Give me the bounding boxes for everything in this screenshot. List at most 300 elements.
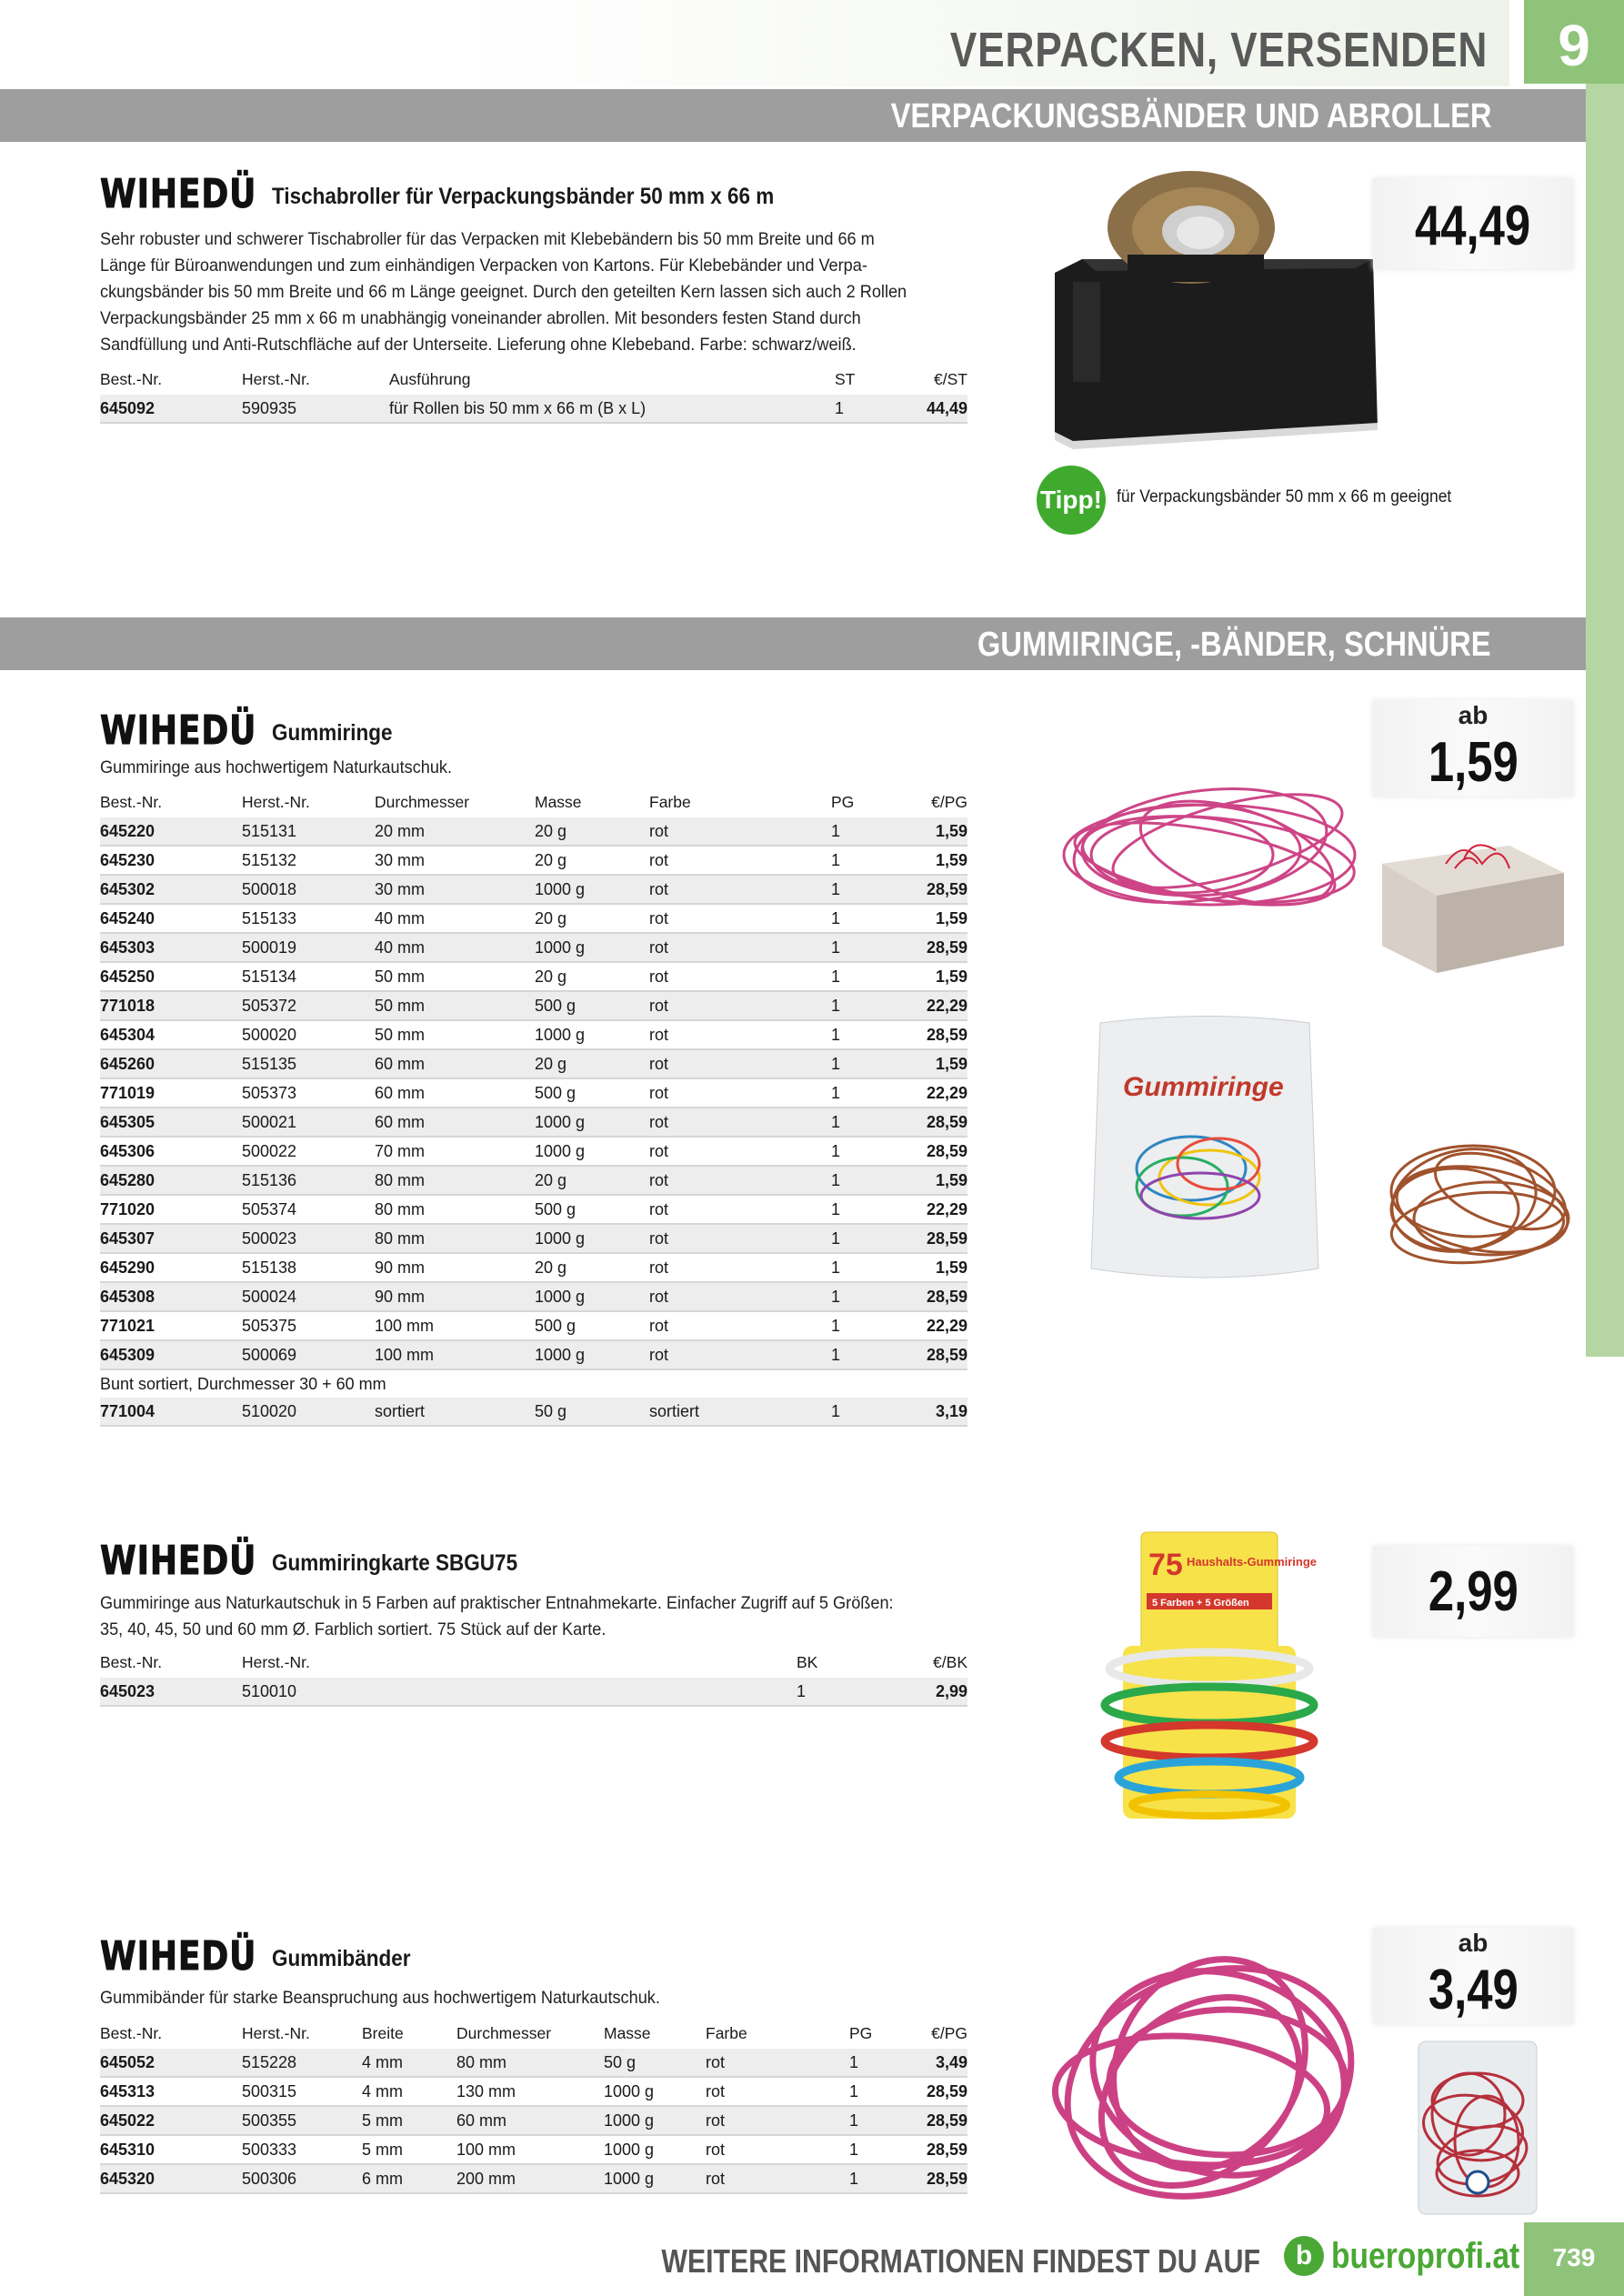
quantity: 1 [831, 1049, 900, 1078]
description-line: Sandfüllung und Anti-Rutschfläche auf der Unterseite. Lieferung ohne Klebeband. Farbe: schwarz/weiß. [100, 335, 857, 355]
mass: 500 g [535, 1311, 649, 1340]
quantity: 1 [831, 817, 900, 846]
diameter: 70 mm [375, 1137, 535, 1166]
color: rot [649, 1166, 831, 1195]
product-heading [100, 1933, 426, 1980]
mass: 1000 g [535, 933, 649, 962]
box-with-rings-image [1373, 809, 1573, 982]
table-row[interactable] [100, 1078, 967, 1108]
table-row[interactable] [100, 1137, 967, 1166]
article-number[interactable]: 771020 [100, 1195, 242, 1224]
diameter: 200 mm [456, 2164, 604, 2193]
table-row[interactable] [100, 846, 967, 875]
mass: 20 g [535, 962, 649, 991]
width: 6 mm [362, 2164, 456, 2193]
width: 5 mm [362, 2135, 456, 2164]
section-bar-verpackungsbaender [0, 89, 1586, 142]
price: 22,29 [900, 1195, 967, 1224]
manufacturer-number: 500021 [242, 1108, 375, 1137]
table-row[interactable] [100, 2077, 967, 2106]
manufacturer-number: 500019 [242, 933, 375, 962]
price: 28,59 [904, 2135, 967, 2164]
column-header: €/ST [934, 369, 967, 388]
price: 1,59 [900, 904, 967, 933]
description-line: Verpackungsbänder 25 mm x 66 m unabhängig voneinander abrollen. Mit besonders festen Stand durch [100, 308, 861, 328]
column-header: €/PG [931, 792, 967, 811]
column-header: PG [849, 2023, 873, 2042]
color: sortiert [649, 1398, 831, 1426]
color: rot [706, 2077, 849, 2106]
article-number[interactable]: 645306 [100, 1137, 242, 1166]
price-value: 1,59 [1428, 731, 1519, 794]
article-number[interactable]: 645260 [100, 1049, 242, 1078]
article-number[interactable]: 645230 [100, 846, 242, 875]
article-number[interactable]: 771004 [100, 1398, 242, 1426]
color: rot [649, 1020, 831, 1049]
table-row[interactable] [100, 1282, 967, 1311]
quantity: 1 [831, 1137, 900, 1166]
table-row[interactable] [100, 1398, 967, 1426]
product-heading [100, 171, 829, 217]
mass: 1000 g [535, 1282, 649, 1311]
card-label-subtitle: 5 Farben + 5 Größen [1152, 1598, 1249, 1609]
color: rot [649, 1137, 831, 1166]
manufacturer-number: 505373 [242, 1078, 375, 1108]
quantity: 1 [831, 962, 900, 991]
article-number[interactable]: 645220 [100, 817, 242, 846]
description-line: ckungsbänder bis 50 mm Breite und 66 m Länge geeignet. Durch den geteilten Kern lassen sich auch 2 Rollen [100, 282, 907, 302]
mass: 500 g [535, 1195, 649, 1224]
mass: 1000 g [535, 1137, 649, 1166]
pink-rubber-rings-image [1046, 755, 1382, 946]
price: 1,59 [900, 846, 967, 875]
quantity: 1 [831, 1311, 900, 1340]
column-header: Herst.-Nr. [242, 792, 310, 811]
article-number[interactable]: 645307 [100, 1224, 242, 1253]
article-number[interactable]: 771018 [100, 991, 242, 1020]
table-row[interactable] [100, 1049, 967, 1078]
column-header: Best.-Nr. [100, 1652, 163, 1671]
diameter: 40 mm [375, 904, 535, 933]
table-row[interactable] [100, 991, 967, 1020]
article-number[interactable]: 645280 [100, 1166, 242, 1195]
manufacturer-number: 505374 [242, 1195, 375, 1224]
price: 28,59 [904, 2077, 967, 2106]
product-description [100, 226, 912, 358]
quantity: 1 [831, 904, 900, 933]
price-value: 44,49 [1415, 195, 1531, 257]
quantity: 1 [831, 1195, 900, 1224]
article-number[interactable]: 645022 [100, 2106, 242, 2135]
mass: 1000 g [604, 2164, 706, 2193]
manufacturer-number: 515134 [242, 962, 375, 991]
mass: 20 g [535, 817, 649, 846]
diameter: 40 mm [375, 933, 535, 962]
column-header: BK [797, 1652, 818, 1671]
diameter: 50 mm [375, 991, 535, 1020]
price: 1,59 [900, 1166, 967, 1195]
width: 4 mm [362, 2077, 456, 2106]
article-number[interactable]: 771021 [100, 1311, 242, 1340]
article-number[interactable]: 645308 [100, 1282, 242, 1311]
manufacturer-number: 500024 [242, 1282, 375, 1311]
price-box [1373, 178, 1573, 269]
diameter: 100 mm [375, 1340, 535, 1369]
price: 28,59 [900, 875, 967, 904]
article-number[interactable]: 645290 [100, 1253, 242, 1282]
width: 5 mm [362, 2106, 456, 2135]
article-number[interactable]: 645303 [100, 933, 242, 962]
price: 1,59 [900, 962, 967, 991]
mass: 20 g [535, 1166, 649, 1195]
price-box [1373, 700, 1573, 797]
column-header: ST [835, 369, 856, 388]
price-box [1373, 1928, 1573, 2024]
diameter: 100 mm [375, 1311, 535, 1340]
color: rot [649, 1108, 831, 1137]
tape-dispenser-image [1046, 164, 1391, 455]
rubber-ring-card-image [1087, 1528, 1332, 1828]
quantity: 1 [849, 2049, 904, 2077]
mass: 1000 g [535, 1108, 649, 1137]
article-number[interactable]: 645320 [100, 2164, 242, 2193]
price: 28,59 [900, 1137, 967, 1166]
article-number[interactable]: 645309 [100, 1340, 242, 1369]
product-title: Gummiringe [271, 720, 393, 746]
diameter: 60 mm [375, 1078, 535, 1108]
quantity: 1 [831, 1108, 900, 1137]
card-label-title: Haushalts-Gummiringe [1187, 1555, 1318, 1569]
table-header [100, 367, 967, 395]
price: 22,29 [900, 1078, 967, 1108]
price-ab-label: ab [1458, 1929, 1489, 1957]
column-header: Breite [362, 2023, 404, 2042]
diameter: 50 mm [375, 1020, 535, 1049]
table-row[interactable] [100, 2049, 967, 2077]
column-header: Farbe [649, 792, 691, 811]
table-header [100, 790, 967, 817]
table-row[interactable] [100, 2164, 967, 2193]
diameter: 30 mm [375, 875, 535, 904]
quantity: 1 [831, 1020, 900, 1049]
product-title: Tischabroller für Verpackungsbänder 50 mm x 66 m [271, 184, 774, 209]
manufacturer-number: 500069 [242, 1340, 375, 1369]
diameter: 130 mm [456, 2077, 604, 2106]
table-row[interactable] [100, 904, 967, 933]
product-heading [100, 707, 406, 754]
table-row[interactable] [100, 1195, 967, 1224]
column-header: Best.-Nr. [100, 369, 163, 388]
price: 28,59 [900, 1282, 967, 1311]
manufacturer-number: 510010 [242, 1678, 797, 1706]
manufacturer-number: 515228 [242, 2049, 362, 2077]
table-row[interactable] [100, 1020, 967, 1049]
pink-rubber-bands-image [1046, 1937, 1382, 2237]
article-number[interactable]: 645302 [100, 875, 242, 904]
price-value: 2,99 [1428, 1560, 1519, 1623]
manufacturer-number: 500333 [242, 2135, 362, 2164]
color: rot [649, 817, 831, 846]
manufacturer-number: 590935 [242, 395, 389, 423]
manufacturer-number: 515138 [242, 1253, 375, 1282]
table-row[interactable] [100, 1224, 967, 1253]
article-number[interactable]: 645052 [100, 2049, 242, 2077]
chapter-title: VERPACKEN, VERSENDEN [949, 23, 1488, 77]
color: rot [706, 2135, 849, 2164]
price-ab-label: ab [1458, 701, 1489, 729]
mass: 1000 g [604, 2077, 706, 2106]
quantity: 1 [831, 1078, 900, 1108]
article-number[interactable]: 645310 [100, 2135, 242, 2164]
card-label-number: 75 [1148, 1548, 1183, 1582]
manufacturer-number: 515135 [242, 1049, 375, 1078]
mass: 20 g [535, 1049, 649, 1078]
manufacturer-number: 505372 [242, 991, 375, 1020]
manufacturer-number: 500023 [242, 1224, 375, 1253]
quantity: 1 [849, 2077, 904, 2106]
product-description [100, 1590, 912, 1643]
column-header: Herst.-Nr. [242, 2023, 310, 2042]
diameter: 80 mm [375, 1224, 535, 1253]
column-header: Herst.-Nr. [242, 1652, 310, 1671]
color: rot [649, 1253, 831, 1282]
table-row[interactable] [100, 817, 967, 846]
price: 44,49 [900, 395, 967, 423]
article-number[interactable]: 645305 [100, 1108, 242, 1137]
table-row[interactable] [100, 2135, 967, 2164]
width: 4 mm [362, 2049, 456, 2077]
quantity: 1 [835, 395, 900, 423]
manufacturer-number: 510020 [242, 1398, 375, 1426]
price: 3,49 [904, 2049, 967, 2077]
manufacturer-number: 505375 [242, 1311, 375, 1340]
price: 22,29 [900, 991, 967, 1020]
color: rot [649, 1078, 831, 1108]
price-value: 3,49 [1428, 1959, 1519, 2021]
column-header: Masse [604, 2023, 651, 2042]
quantity: 1 [831, 1340, 900, 1369]
product-table-gummiringkarte [100, 1650, 967, 1707]
mass: 500 g [535, 1078, 649, 1108]
table-row[interactable] [100, 933, 967, 962]
price-box [1373, 1546, 1573, 1637]
price: 28,59 [900, 1108, 967, 1137]
diameter: 80 mm [456, 2049, 604, 2077]
product-heading [100, 1538, 545, 1584]
color: rot [649, 991, 831, 1020]
manufacturer-number: 500018 [242, 875, 375, 904]
color: rot [649, 962, 831, 991]
manufacturer-number: 500022 [242, 1137, 375, 1166]
table-row[interactable] [100, 395, 967, 423]
table-row[interactable] [100, 1678, 967, 1706]
price: 1,59 [900, 817, 967, 846]
column-header: Durchmesser [456, 2023, 552, 2042]
table-row[interactable] [100, 875, 967, 904]
variant: für Rollen bis 50 mm x 66 m (B x L) [389, 395, 835, 423]
diameter: 90 mm [375, 1253, 535, 1282]
article-number[interactable]: 645250 [100, 962, 242, 991]
diameter: 100 mm [456, 2135, 604, 2164]
rubber-bands-bag-image [1409, 2037, 1546, 2219]
product-description: Gummiringe aus hochwertigem Naturkautschuk. [100, 757, 453, 777]
mass: 500 g [535, 991, 649, 1020]
table-row[interactable] [100, 962, 967, 991]
diameter: 20 mm [375, 817, 535, 846]
color: rot [649, 846, 831, 875]
quantity: 1 [849, 2106, 904, 2135]
price: 28,59 [904, 2106, 967, 2135]
product-table-tischabroller [100, 367, 967, 424]
quantity: 1 [831, 875, 900, 904]
article-number[interactable]: 771019 [100, 1078, 242, 1108]
color: rot [706, 2106, 849, 2135]
price: 1,59 [900, 1049, 967, 1078]
product-title: Gummibänder [271, 1946, 411, 1971]
table-note: Bunt sortiert, Durchmesser 30 + 60 mm [100, 1374, 386, 1393]
diameter: sortiert [375, 1398, 535, 1426]
bueroprofi-logo-icon[interactable]: b [1284, 2236, 1324, 2276]
price: 28,59 [900, 1340, 967, 1369]
column-header: €/PG [931, 2023, 967, 2042]
manufacturer-number: 500355 [242, 2106, 362, 2135]
column-header: Farbe [706, 2023, 747, 2042]
mass: 50 g [604, 2049, 706, 2077]
quantity: 1 [831, 846, 900, 875]
article-number[interactable]: 645092 [100, 395, 242, 423]
table-note-row [100, 1369, 967, 1398]
mass: 1000 g [535, 1020, 649, 1049]
price: 22,29 [900, 1311, 967, 1340]
table-header [100, 2021, 967, 2049]
color: rot [706, 2164, 849, 2193]
product-title: Gummiringkarte SBGU75 [271, 1550, 517, 1576]
description-line: Gummiringe aus Naturkautschuk in 5 Farben auf praktischer Entnahmekarte. Einfacher Zugriff auf 5 Größen: [100, 1593, 894, 1613]
chapter-side-strip [1586, 84, 1624, 1357]
table-row[interactable] [100, 1108, 967, 1137]
column-header: PG [831, 792, 855, 811]
manufacturer-number: 500020 [242, 1020, 375, 1049]
price: 28,59 [900, 933, 967, 962]
diameter: 90 mm [375, 1282, 535, 1311]
description-line: 35, 40, 45, 50 und 60 mm Ø. Farblich sortiert. 75 Stück auf der Karte. [100, 1619, 606, 1639]
color: rot [649, 1311, 831, 1340]
diameter: 60 mm [375, 1049, 535, 1078]
mass: 20 g [535, 846, 649, 875]
quantity: 1 [849, 2135, 904, 2164]
diameter: 60 mm [456, 2106, 604, 2135]
diameter: 30 mm [375, 846, 535, 875]
diameter: 80 mm [375, 1166, 535, 1195]
quantity: 1 [831, 1224, 900, 1253]
color: rot [649, 933, 831, 962]
color: rot [649, 904, 831, 933]
column-header: Masse [535, 792, 582, 811]
color: rot [649, 1195, 831, 1224]
chapter-number-tab[interactable]: 9 [1524, 0, 1624, 84]
table-row[interactable] [100, 1253, 967, 1282]
tipp-text: für Verpackungsbänder 50 mm x 66 m geeignet [1117, 487, 1452, 506]
price: 28,59 [900, 1224, 967, 1253]
manufacturer-number: 500306 [242, 2164, 362, 2193]
quantity: 1 [831, 1166, 900, 1195]
quantity: 1 [849, 2164, 904, 2193]
table-row[interactable] [100, 1166, 967, 1195]
article-number[interactable]: 645304 [100, 1020, 242, 1049]
color: rot [649, 1282, 831, 1311]
quantity: 1 [831, 1253, 900, 1282]
color: rot [649, 1224, 831, 1253]
tipp-badge: Tipp! [1037, 466, 1106, 535]
table-header [100, 1650, 967, 1678]
mass: 1000 g [535, 1224, 649, 1253]
manufacturer-number: 515136 [242, 1166, 375, 1195]
quantity: 1 [831, 1282, 900, 1311]
column-header: Durchmesser [375, 792, 470, 811]
product-table-gummibaender [100, 2021, 967, 2194]
mass: 1000 g [535, 1340, 649, 1369]
quantity: 1 [831, 991, 900, 1020]
color: rot [706, 2049, 849, 2077]
column-header: Best.-Nr. [100, 2023, 163, 2042]
quantity: 1 [797, 1678, 900, 1706]
column-header: €/BK [933, 1652, 967, 1671]
price: 2,99 [900, 1678, 967, 1706]
mass: 1000 g [604, 2106, 706, 2135]
brand-logo: WIHEDÜ [100, 171, 257, 217]
price: 28,59 [900, 1020, 967, 1049]
quantity: 1 [831, 1398, 900, 1426]
diameter: 50 mm [375, 962, 535, 991]
price: 1,59 [900, 1253, 967, 1282]
bag-label: Gummiringe [1123, 1072, 1284, 1102]
section-bar-gummiringe [0, 617, 1586, 670]
manufacturer-number: 515131 [242, 817, 375, 846]
description-line: Länge für Büroanwendungen und zum einhändigen Verpacken von Kartons. Für Klebebänder und Verpa- [100, 256, 867, 276]
mass: 50 g [535, 1398, 649, 1426]
manufacturer-number: 515132 [242, 846, 375, 875]
mass: 1000 g [535, 875, 649, 904]
table-row[interactable] [100, 1311, 967, 1340]
description-line: Sehr robuster und schwerer Tischabroller für das Verpacken mit Klebebändern bis 50 mm Breite und 66 m [100, 229, 875, 249]
column-header: Best.-Nr. [100, 792, 163, 811]
table-row[interactable] [100, 2106, 967, 2135]
manufacturer-number: 500315 [242, 2077, 362, 2106]
brand-logo: WIHEDÜ [100, 1933, 257, 1980]
diameter: 60 mm [375, 1108, 535, 1137]
brand-logo: WIHEDÜ [100, 707, 257, 754]
article-number[interactable]: 645313 [100, 2077, 242, 2106]
section-title: VERPACKUNGSBÄNDER UND ABROLLER [890, 97, 1491, 135]
article-number[interactable]: 645240 [100, 904, 242, 933]
manufacturer-number: 515133 [242, 904, 375, 933]
table-row[interactable] [100, 1340, 967, 1369]
mass: 1000 g [604, 2135, 706, 2164]
color: rot [649, 1340, 831, 1369]
section-title: GUMMIRINGE, -BÄNDER, SCHNÜRE [977, 626, 1491, 664]
column-header: Herst.-Nr. [242, 369, 310, 388]
article-number[interactable]: 645023 [100, 1678, 242, 1706]
product-description: Gummibänder für starke Beanspruchung aus hochwertigem Naturkautschuk. [100, 1988, 660, 2008]
brand-logo: WIHEDÜ [100, 1538, 257, 1584]
diameter: 80 mm [375, 1195, 535, 1224]
quantity: 1 [831, 933, 900, 962]
product-table-gummiringe [100, 790, 967, 1427]
mass: 20 g [535, 1253, 649, 1282]
rubber-rings-bag-image [1082, 1005, 1328, 1296]
footer-domain-link[interactable]: bueroprofi.at [1331, 2236, 1520, 2276]
mass: 20 g [535, 904, 649, 933]
